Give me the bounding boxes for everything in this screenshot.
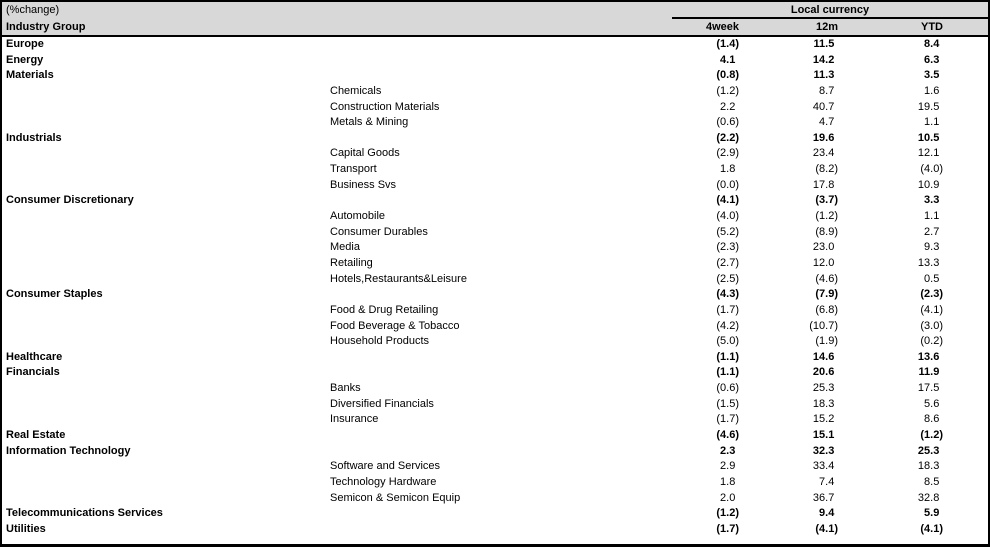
- row-label: Europe: [6, 38, 44, 50]
- value-ytd: 18.3: [917, 460, 940, 473]
- value-12m: (1.9): [815, 335, 838, 348]
- value-ytd: 5.6: [924, 397, 940, 410]
- value-ytd: 13.3: [917, 256, 940, 269]
- table-row: [2, 37, 988, 53]
- table-row: [2, 178, 988, 194]
- value-4week: (0.6): [716, 382, 739, 395]
- table-row: [2, 303, 988, 319]
- table-row: [2, 381, 988, 397]
- row-label: Consumer Durables: [330, 225, 428, 238]
- table-row: [2, 459, 988, 475]
- table-row: [2, 491, 988, 507]
- value-12m: (8.2): [815, 163, 838, 176]
- table-row: [2, 397, 988, 413]
- value-12m: 15.1: [812, 429, 835, 442]
- table-row: [2, 131, 988, 147]
- table-row: [2, 412, 988, 428]
- value-ytd: 3.5: [924, 69, 940, 82]
- value-4week: (5.2): [716, 225, 739, 238]
- value-12m: 7.4: [819, 475, 835, 488]
- value-4week: (1.4): [716, 38, 739, 50]
- row-label: Retailing: [330, 256, 373, 269]
- row-label: Hotels,Restaurants&Leisure: [330, 272, 467, 285]
- value-12m: 33.4: [812, 460, 835, 473]
- col-header-4week: 4week: [705, 21, 739, 33]
- value-ytd: 3.3: [924, 194, 940, 207]
- value-12m: 36.7: [812, 491, 835, 504]
- value-ytd: 32.8: [917, 491, 940, 504]
- table-row: [2, 209, 988, 225]
- row-label: Technology Hardware: [330, 475, 437, 488]
- row-label: Utilities: [6, 522, 46, 535]
- row-label: Food Beverage & Tobacco: [330, 319, 460, 332]
- value-12m: 18.3: [812, 397, 835, 410]
- value-ytd: 8.4: [924, 38, 940, 50]
- value-4week: (0.6): [716, 116, 739, 129]
- row-label: Materials: [6, 69, 54, 82]
- table-row: [2, 287, 988, 303]
- row-label: Financials: [6, 366, 60, 379]
- row-label: Household Products: [330, 335, 430, 348]
- value-4week: 1.8: [720, 163, 736, 176]
- value-4week: (5.0): [716, 335, 739, 348]
- table-row: [2, 475, 988, 491]
- value-4week: 4.1: [720, 53, 736, 66]
- value-4week: (4.3): [716, 288, 739, 301]
- value-12m: 32.3: [812, 444, 835, 457]
- value-ytd: 1.1: [924, 116, 940, 129]
- row-label: Construction Materials: [330, 100, 440, 113]
- value-4week: (2.7): [716, 256, 739, 269]
- table-row: [2, 240, 988, 256]
- value-12m: (1.2): [815, 210, 838, 223]
- value-12m: 12.0: [812, 256, 835, 269]
- table-row: [2, 319, 988, 335]
- value-4week: 2.2: [720, 100, 736, 113]
- percent-change-label: (%change): [6, 4, 60, 16]
- table-row: [2, 506, 988, 522]
- value-12m: 25.3: [812, 382, 835, 395]
- value-ytd: 10.9: [917, 178, 940, 191]
- value-4week: (1.5): [716, 397, 739, 410]
- row-label: Chemicals: [330, 84, 382, 97]
- col-header-12m: 12m: [815, 21, 838, 33]
- value-12m: 14.2: [812, 53, 835, 66]
- value-ytd: 19.5: [917, 100, 940, 113]
- value-4week: (1.7): [716, 522, 739, 535]
- value-4week: (2.3): [716, 241, 739, 254]
- value-ytd: 8.6: [924, 413, 940, 426]
- row-label: Real Estate: [6, 429, 66, 442]
- value-ytd: 11.9: [918, 366, 940, 379]
- row-label: Software and Services: [330, 460, 441, 473]
- value-4week: (0.0): [716, 178, 739, 191]
- row-label: Food & Drug Retailing: [330, 303, 439, 316]
- row-label: Industrials: [6, 131, 62, 144]
- value-12m: (7.9): [815, 288, 838, 301]
- value-4week: (4.2): [716, 319, 739, 332]
- value-4week: (4.0): [716, 210, 739, 223]
- table-row: [2, 428, 988, 444]
- value-ytd: 8.5: [924, 475, 940, 488]
- header-row-currency: [2, 2, 988, 19]
- value-ytd: 10.5: [917, 131, 940, 144]
- value-ytd: (4.0): [920, 163, 943, 176]
- value-12m: 8.7: [819, 84, 835, 97]
- value-ytd: 1.1: [924, 210, 940, 223]
- value-12m: 17.8: [812, 178, 835, 191]
- value-ytd: 0.5: [924, 272, 940, 285]
- table-row: [2, 350, 988, 366]
- row-label: Automobile: [330, 210, 386, 223]
- table-row: [2, 225, 988, 241]
- table-row: [2, 522, 988, 538]
- row-label: Insurance: [330, 413, 379, 426]
- value-4week: (1.1): [716, 366, 739, 379]
- value-4week: 1.8: [720, 475, 736, 488]
- header-row-columns: [2, 19, 988, 35]
- value-12m: 4.7: [819, 116, 835, 129]
- value-4week: (2.9): [716, 147, 739, 160]
- row-label: Energy: [6, 53, 44, 66]
- table-row: [2, 146, 988, 162]
- value-ytd: (2.3): [920, 288, 943, 301]
- value-4week: (4.1): [716, 194, 739, 207]
- row-label: Banks: [330, 382, 361, 395]
- table-row: [2, 272, 988, 288]
- table-row: [2, 100, 988, 116]
- col-header-ytd: YTD: [921, 21, 943, 33]
- value-ytd: (4.1): [920, 522, 943, 535]
- value-12m: 15.2: [812, 413, 835, 426]
- value-12m: 23.4: [812, 147, 835, 160]
- value-12m: 20.6: [812, 366, 835, 379]
- value-12m: 14.6: [812, 350, 835, 363]
- value-4week: (1.2): [716, 84, 739, 97]
- value-ytd: (1.2): [920, 429, 943, 442]
- value-12m: (3.7): [815, 194, 838, 207]
- row-label: Information Technology: [6, 444, 131, 457]
- table-row: [2, 53, 988, 69]
- row-label: Business Svs: [330, 178, 397, 191]
- row-label: Consumer Staples: [6, 288, 103, 301]
- value-ytd: 5.9: [924, 507, 940, 520]
- local-currency-header: Local currency: [672, 2, 988, 19]
- value-12m: 9.4: [819, 507, 835, 520]
- value-4week: (4.6): [716, 429, 739, 442]
- row-label: Transport: [330, 163, 377, 176]
- table-row: [2, 68, 988, 84]
- value-ytd: 2.7: [924, 225, 940, 238]
- table-row: [2, 334, 988, 350]
- value-ytd: 6.3: [924, 53, 940, 66]
- value-ytd: 13.6: [917, 350, 940, 363]
- value-ytd: (3.0): [920, 319, 943, 332]
- value-12m: (10.7): [809, 319, 838, 332]
- table-row: [2, 115, 988, 131]
- row-label: Consumer Discretionary: [6, 194, 134, 207]
- row-label: Capital Goods: [330, 147, 400, 160]
- value-ytd: 1.6: [924, 84, 940, 97]
- row-label: Semicon & Semicon Equip: [330, 491, 461, 504]
- value-12m: (8.9): [815, 225, 838, 238]
- value-4week: (1.1): [716, 350, 739, 363]
- value-ytd: (4.1): [920, 303, 943, 316]
- table-row: [2, 193, 988, 209]
- value-4week: 2.0: [720, 491, 736, 504]
- table-row: [2, 84, 988, 100]
- value-12m: 11.3: [813, 69, 835, 82]
- row-label: Diversified Financials: [330, 397, 434, 410]
- value-4week: 2.9: [720, 460, 736, 473]
- row-label: Metals & Mining: [330, 116, 409, 129]
- value-12m: 19.6: [812, 131, 835, 144]
- table-row: [2, 365, 988, 381]
- value-4week: (2.5): [716, 272, 739, 285]
- table-header: [2, 2, 988, 37]
- value-ytd: 12.1: [917, 147, 940, 160]
- value-12m: (4.1): [815, 522, 838, 535]
- row-label: Healthcare: [6, 350, 63, 363]
- row-label: Media: [330, 241, 360, 254]
- industry-group-header: Industry Group: [6, 21, 86, 33]
- value-4week: (1.7): [716, 413, 739, 426]
- value-12m: (6.8): [815, 303, 838, 316]
- value-4week: (0.8): [716, 69, 739, 82]
- value-4week: (2.2): [716, 131, 739, 144]
- row-label: Telecommunications Services: [6, 507, 163, 520]
- value-12m: 11.5: [813, 38, 835, 50]
- value-12m: (4.6): [815, 272, 838, 285]
- value-ytd: 25.3: [917, 444, 940, 457]
- value-4week: (1.2): [716, 507, 739, 520]
- value-ytd: 17.5: [917, 382, 940, 395]
- table-row: [2, 444, 988, 460]
- value-ytd: 9.3: [924, 241, 940, 254]
- value-4week: 2.3: [720, 444, 736, 457]
- table-row: [2, 256, 988, 272]
- table-row: [2, 162, 988, 178]
- value-12m: 23.0: [812, 241, 835, 254]
- table-body: [2, 37, 988, 538]
- value-12m: 40.7: [812, 100, 835, 113]
- value-4week: (1.7): [716, 303, 739, 316]
- value-ytd: (0.2): [920, 335, 943, 348]
